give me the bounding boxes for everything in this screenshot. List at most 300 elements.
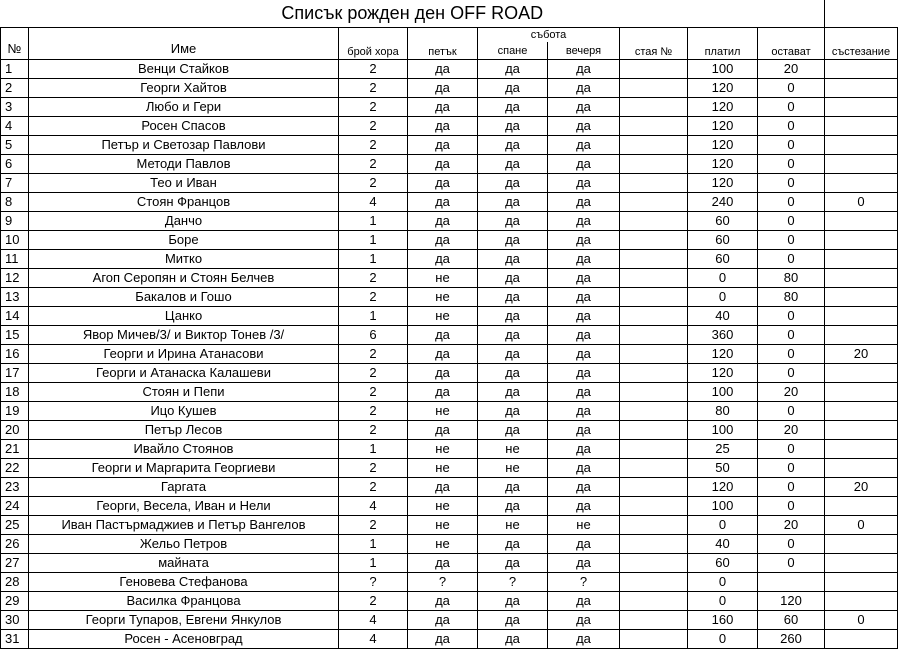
- friday-cell[interactable]: да: [408, 554, 478, 573]
- room-cell[interactable]: [620, 364, 688, 383]
- room-cell[interactable]: [620, 98, 688, 117]
- name-cell[interactable]: Явор Мичев/3/ и Виктор Тонев /3/: [29, 326, 339, 345]
- competition-cell[interactable]: [825, 592, 898, 611]
- name-cell[interactable]: Росен Спасов: [29, 117, 339, 136]
- friday-cell[interactable]: да: [408, 421, 478, 440]
- competition-cell[interactable]: [825, 174, 898, 193]
- people-count-cell[interactable]: 2: [339, 136, 408, 155]
- sleep-cell[interactable]: да: [478, 174, 548, 193]
- remaining-cell[interactable]: 120: [758, 592, 825, 611]
- friday-cell[interactable]: да: [408, 174, 478, 193]
- friday-cell[interactable]: не: [408, 269, 478, 288]
- sleep-cell[interactable]: ?: [478, 573, 548, 592]
- dinner-cell[interactable]: да: [548, 478, 620, 497]
- remaining-cell[interactable]: 0: [758, 497, 825, 516]
- competition-cell[interactable]: [825, 250, 898, 269]
- sleep-cell[interactable]: да: [478, 288, 548, 307]
- name-cell[interactable]: Геновева Стефанова: [29, 573, 339, 592]
- people-count-cell[interactable]: 4: [339, 630, 408, 649]
- room-cell[interactable]: [620, 212, 688, 231]
- friday-cell[interactable]: да: [408, 592, 478, 611]
- remaining-cell[interactable]: [758, 573, 825, 592]
- dinner-cell[interactable]: да: [548, 250, 620, 269]
- remaining-cell[interactable]: 0: [758, 535, 825, 554]
- friday-cell[interactable]: да: [408, 155, 478, 174]
- row-number-cell[interactable]: 28: [1, 573, 29, 592]
- friday-cell[interactable]: да: [408, 60, 478, 79]
- room-cell[interactable]: [620, 516, 688, 535]
- competition-cell[interactable]: [825, 231, 898, 250]
- remaining-cell[interactable]: 0: [758, 440, 825, 459]
- row-number-cell[interactable]: 5: [1, 136, 29, 155]
- name-cell[interactable]: Бакалов и Гошо: [29, 288, 339, 307]
- remaining-cell[interactable]: 0: [758, 250, 825, 269]
- dinner-cell[interactable]: да: [548, 497, 620, 516]
- room-cell[interactable]: [620, 402, 688, 421]
- sleep-cell[interactable]: да: [478, 193, 548, 212]
- competition-cell[interactable]: [825, 288, 898, 307]
- friday-cell[interactable]: да: [408, 231, 478, 250]
- dinner-cell[interactable]: да: [548, 402, 620, 421]
- remaining-cell[interactable]: 260: [758, 630, 825, 649]
- room-cell[interactable]: [620, 288, 688, 307]
- name-cell[interactable]: Митко: [29, 250, 339, 269]
- people-count-cell[interactable]: 2: [339, 345, 408, 364]
- competition-cell[interactable]: 20: [825, 478, 898, 497]
- paid-cell[interactable]: 60: [688, 212, 758, 231]
- competition-cell[interactable]: [825, 573, 898, 592]
- paid-cell[interactable]: 0: [688, 269, 758, 288]
- name-cell[interactable]: Методи Павлов: [29, 155, 339, 174]
- people-count-cell[interactable]: 2: [339, 459, 408, 478]
- friday-cell[interactable]: да: [408, 212, 478, 231]
- paid-cell[interactable]: 160: [688, 611, 758, 630]
- paid-cell[interactable]: 0: [688, 630, 758, 649]
- row-number-cell[interactable]: 7: [1, 174, 29, 193]
- remaining-cell[interactable]: 0: [758, 79, 825, 98]
- room-cell[interactable]: [620, 478, 688, 497]
- name-cell[interactable]: Георги Хайтов: [29, 79, 339, 98]
- room-cell[interactable]: [620, 117, 688, 136]
- row-number-cell[interactable]: 13: [1, 288, 29, 307]
- competition-cell[interactable]: [825, 155, 898, 174]
- dinner-cell[interactable]: да: [548, 231, 620, 250]
- friday-cell[interactable]: да: [408, 345, 478, 364]
- room-cell[interactable]: [620, 174, 688, 193]
- people-count-cell[interactable]: 4: [339, 611, 408, 630]
- paid-cell[interactable]: 0: [688, 288, 758, 307]
- sleep-cell[interactable]: да: [478, 497, 548, 516]
- name-cell[interactable]: Ивайло Стоянов: [29, 440, 339, 459]
- room-cell[interactable]: [620, 307, 688, 326]
- name-cell[interactable]: Данчо: [29, 212, 339, 231]
- competition-cell[interactable]: [825, 459, 898, 478]
- dinner-cell[interactable]: да: [548, 345, 620, 364]
- dinner-cell[interactable]: да: [548, 98, 620, 117]
- friday-cell[interactable]: да: [408, 478, 478, 497]
- sleep-cell[interactable]: не: [478, 459, 548, 478]
- friday-cell[interactable]: да: [408, 611, 478, 630]
- people-count-cell[interactable]: 2: [339, 592, 408, 611]
- people-count-cell[interactable]: 4: [339, 193, 408, 212]
- paid-cell[interactable]: 0: [688, 516, 758, 535]
- dinner-cell[interactable]: да: [548, 611, 620, 630]
- room-cell[interactable]: [620, 592, 688, 611]
- competition-cell[interactable]: 0: [825, 611, 898, 630]
- dinner-cell[interactable]: да: [548, 630, 620, 649]
- dinner-cell[interactable]: да: [548, 421, 620, 440]
- dinner-cell[interactable]: да: [548, 136, 620, 155]
- remaining-cell[interactable]: 20: [758, 516, 825, 535]
- row-number-cell[interactable]: 25: [1, 516, 29, 535]
- dinner-cell[interactable]: да: [548, 79, 620, 98]
- friday-cell[interactable]: не: [408, 497, 478, 516]
- remaining-cell[interactable]: 0: [758, 307, 825, 326]
- sleep-cell[interactable]: да: [478, 307, 548, 326]
- friday-cell[interactable]: да: [408, 250, 478, 269]
- paid-cell[interactable]: 120: [688, 478, 758, 497]
- room-cell[interactable]: [620, 231, 688, 250]
- dinner-cell[interactable]: да: [548, 535, 620, 554]
- sleep-cell[interactable]: да: [478, 383, 548, 402]
- room-cell[interactable]: [620, 554, 688, 573]
- name-cell[interactable]: Иван Пастърмаджиев и Петър Вангелов: [29, 516, 339, 535]
- name-cell[interactable]: майната: [29, 554, 339, 573]
- dinner-cell[interactable]: да: [548, 174, 620, 193]
- people-count-cell[interactable]: 2: [339, 155, 408, 174]
- people-count-cell[interactable]: 1: [339, 440, 408, 459]
- dinner-cell[interactable]: да: [548, 117, 620, 136]
- name-cell[interactable]: Венци Стайков: [29, 60, 339, 79]
- competition-cell[interactable]: [825, 554, 898, 573]
- friday-cell[interactable]: да: [408, 364, 478, 383]
- paid-cell[interactable]: 80: [688, 402, 758, 421]
- room-cell[interactable]: [620, 630, 688, 649]
- name-cell[interactable]: Боре: [29, 231, 339, 250]
- row-number-cell[interactable]: 19: [1, 402, 29, 421]
- row-number-cell[interactable]: 9: [1, 212, 29, 231]
- sleep-cell[interactable]: да: [478, 231, 548, 250]
- row-number-cell[interactable]: 1: [1, 60, 29, 79]
- people-count-cell[interactable]: ?: [339, 573, 408, 592]
- room-cell[interactable]: [620, 155, 688, 174]
- sleep-cell[interactable]: да: [478, 117, 548, 136]
- competition-cell[interactable]: [825, 60, 898, 79]
- competition-cell[interactable]: [825, 421, 898, 440]
- name-cell[interactable]: Росен - Асеновград: [29, 630, 339, 649]
- competition-cell[interactable]: 20: [825, 345, 898, 364]
- remaining-cell[interactable]: 0: [758, 174, 825, 193]
- competition-cell[interactable]: [825, 535, 898, 554]
- paid-cell[interactable]: 120: [688, 136, 758, 155]
- row-number-cell[interactable]: 26: [1, 535, 29, 554]
- competition-cell[interactable]: [825, 383, 898, 402]
- paid-cell[interactable]: 40: [688, 535, 758, 554]
- sleep-cell[interactable]: да: [478, 60, 548, 79]
- dinner-cell[interactable]: да: [548, 364, 620, 383]
- name-cell[interactable]: Георги и Маргарита Георгиеви: [29, 459, 339, 478]
- dinner-cell[interactable]: да: [548, 269, 620, 288]
- dinner-cell[interactable]: да: [548, 554, 620, 573]
- friday-cell[interactable]: да: [408, 98, 478, 117]
- row-number-cell[interactable]: 15: [1, 326, 29, 345]
- remaining-cell[interactable]: 0: [758, 478, 825, 497]
- competition-cell[interactable]: [825, 630, 898, 649]
- people-count-cell[interactable]: 2: [339, 60, 408, 79]
- room-cell[interactable]: [620, 440, 688, 459]
- remaining-cell[interactable]: 0: [758, 345, 825, 364]
- dinner-cell[interactable]: да: [548, 193, 620, 212]
- paid-cell[interactable]: 100: [688, 60, 758, 79]
- people-count-cell[interactable]: 1: [339, 554, 408, 573]
- paid-cell[interactable]: 120: [688, 174, 758, 193]
- row-number-cell[interactable]: 12: [1, 269, 29, 288]
- sleep-cell[interactable]: да: [478, 630, 548, 649]
- competition-cell[interactable]: [825, 307, 898, 326]
- name-cell[interactable]: Стоян и Пепи: [29, 383, 339, 402]
- dinner-cell[interactable]: да: [548, 592, 620, 611]
- row-number-cell[interactable]: 18: [1, 383, 29, 402]
- people-count-cell[interactable]: 2: [339, 364, 408, 383]
- room-cell[interactable]: [620, 383, 688, 402]
- paid-cell[interactable]: 25: [688, 440, 758, 459]
- people-count-cell[interactable]: 1: [339, 231, 408, 250]
- people-count-cell[interactable]: 2: [339, 79, 408, 98]
- friday-cell[interactable]: не: [408, 288, 478, 307]
- competition-cell[interactable]: [825, 212, 898, 231]
- people-count-cell[interactable]: 1: [339, 535, 408, 554]
- row-number-cell[interactable]: 27: [1, 554, 29, 573]
- dinner-cell[interactable]: да: [548, 307, 620, 326]
- remaining-cell[interactable]: 0: [758, 402, 825, 421]
- remaining-cell[interactable]: 0: [758, 554, 825, 573]
- room-cell[interactable]: [620, 79, 688, 98]
- competition-cell[interactable]: 0: [825, 193, 898, 212]
- friday-cell[interactable]: да: [408, 79, 478, 98]
- remaining-cell[interactable]: 20: [758, 421, 825, 440]
- people-count-cell[interactable]: 6: [339, 326, 408, 345]
- sleep-cell[interactable]: да: [478, 535, 548, 554]
- friday-cell[interactable]: не: [408, 516, 478, 535]
- sleep-cell[interactable]: да: [478, 79, 548, 98]
- dinner-cell[interactable]: да: [548, 326, 620, 345]
- name-cell[interactable]: Тео и Иван: [29, 174, 339, 193]
- remaining-cell[interactable]: 0: [758, 136, 825, 155]
- room-cell[interactable]: [620, 459, 688, 478]
- remaining-cell[interactable]: 20: [758, 60, 825, 79]
- name-cell[interactable]: Жельо Петров: [29, 535, 339, 554]
- friday-cell[interactable]: да: [408, 630, 478, 649]
- row-number-cell[interactable]: 4: [1, 117, 29, 136]
- paid-cell[interactable]: 120: [688, 117, 758, 136]
- row-number-cell[interactable]: 30: [1, 611, 29, 630]
- room-cell[interactable]: [620, 497, 688, 516]
- name-cell[interactable]: Стоян Францов: [29, 193, 339, 212]
- row-number-cell[interactable]: 11: [1, 250, 29, 269]
- sleep-cell[interactable]: да: [478, 345, 548, 364]
- name-cell[interactable]: Цанко: [29, 307, 339, 326]
- row-number-cell[interactable]: 21: [1, 440, 29, 459]
- dinner-cell[interactable]: ?: [548, 573, 620, 592]
- sleep-cell[interactable]: да: [478, 364, 548, 383]
- paid-cell[interactable]: 100: [688, 383, 758, 402]
- people-count-cell[interactable]: 4: [339, 497, 408, 516]
- name-cell[interactable]: Георги и Ирина Атанасови: [29, 345, 339, 364]
- competition-cell[interactable]: [825, 497, 898, 516]
- room-cell[interactable]: [620, 535, 688, 554]
- sleep-cell[interactable]: не: [478, 440, 548, 459]
- friday-cell[interactable]: не: [408, 440, 478, 459]
- paid-cell[interactable]: 0: [688, 573, 758, 592]
- row-number-cell[interactable]: 14: [1, 307, 29, 326]
- row-number-cell[interactable]: 23: [1, 478, 29, 497]
- dinner-cell[interactable]: не: [548, 516, 620, 535]
- paid-cell[interactable]: 40: [688, 307, 758, 326]
- remaining-cell[interactable]: 0: [758, 364, 825, 383]
- friday-cell[interactable]: не: [408, 535, 478, 554]
- row-number-cell[interactable]: 10: [1, 231, 29, 250]
- room-cell[interactable]: [620, 60, 688, 79]
- row-number-cell[interactable]: 6: [1, 155, 29, 174]
- remaining-cell[interactable]: 0: [758, 193, 825, 212]
- paid-cell[interactable]: 240: [688, 193, 758, 212]
- dinner-cell[interactable]: да: [548, 459, 620, 478]
- sleep-cell[interactable]: да: [478, 98, 548, 117]
- dinner-cell[interactable]: да: [548, 288, 620, 307]
- people-count-cell[interactable]: 2: [339, 478, 408, 497]
- row-number-cell[interactable]: 29: [1, 592, 29, 611]
- room-cell[interactable]: [620, 193, 688, 212]
- paid-cell[interactable]: 120: [688, 345, 758, 364]
- paid-cell[interactable]: 100: [688, 497, 758, 516]
- sleep-cell[interactable]: да: [478, 155, 548, 174]
- room-cell[interactable]: [620, 250, 688, 269]
- room-cell[interactable]: [620, 421, 688, 440]
- remaining-cell[interactable]: 0: [758, 212, 825, 231]
- name-cell[interactable]: Любо и Гери: [29, 98, 339, 117]
- competition-cell[interactable]: [825, 136, 898, 155]
- competition-cell[interactable]: [825, 269, 898, 288]
- remaining-cell[interactable]: 20: [758, 383, 825, 402]
- paid-cell[interactable]: 0: [688, 592, 758, 611]
- remaining-cell[interactable]: 0: [758, 231, 825, 250]
- dinner-cell[interactable]: да: [548, 212, 620, 231]
- name-cell[interactable]: Петър Лесов: [29, 421, 339, 440]
- people-count-cell[interactable]: 2: [339, 98, 408, 117]
- sleep-cell[interactable]: не: [478, 516, 548, 535]
- sleep-cell[interactable]: да: [478, 136, 548, 155]
- paid-cell[interactable]: 100: [688, 421, 758, 440]
- people-count-cell[interactable]: 2: [339, 402, 408, 421]
- people-count-cell[interactable]: 2: [339, 117, 408, 136]
- people-count-cell[interactable]: 2: [339, 269, 408, 288]
- competition-cell[interactable]: [825, 402, 898, 421]
- name-cell[interactable]: Ицо Кушев: [29, 402, 339, 421]
- friday-cell[interactable]: не: [408, 459, 478, 478]
- sleep-cell[interactable]: да: [478, 592, 548, 611]
- competition-cell[interactable]: [825, 79, 898, 98]
- people-count-cell[interactable]: 2: [339, 383, 408, 402]
- dinner-cell[interactable]: да: [548, 155, 620, 174]
- row-number-cell[interactable]: 16: [1, 345, 29, 364]
- people-count-cell[interactable]: 2: [339, 174, 408, 193]
- people-count-cell[interactable]: 1: [339, 250, 408, 269]
- sleep-cell[interactable]: да: [478, 402, 548, 421]
- paid-cell[interactable]: 60: [688, 250, 758, 269]
- remaining-cell[interactable]: 80: [758, 269, 825, 288]
- sleep-cell[interactable]: да: [478, 326, 548, 345]
- competition-cell[interactable]: [825, 364, 898, 383]
- remaining-cell[interactable]: 80: [758, 288, 825, 307]
- row-number-cell[interactable]: 31: [1, 630, 29, 649]
- paid-cell[interactable]: 120: [688, 155, 758, 174]
- row-number-cell[interactable]: 20: [1, 421, 29, 440]
- row-number-cell[interactable]: 24: [1, 497, 29, 516]
- dinner-cell[interactable]: да: [548, 440, 620, 459]
- paid-cell[interactable]: 60: [688, 231, 758, 250]
- competition-cell[interactable]: 0: [825, 516, 898, 535]
- competition-cell[interactable]: [825, 117, 898, 136]
- remaining-cell[interactable]: 0: [758, 98, 825, 117]
- row-number-cell[interactable]: 22: [1, 459, 29, 478]
- paid-cell[interactable]: 60: [688, 554, 758, 573]
- competition-cell[interactable]: [825, 326, 898, 345]
- name-cell[interactable]: Георги и Атанаска Калашеви: [29, 364, 339, 383]
- dinner-cell[interactable]: да: [548, 60, 620, 79]
- room-cell[interactable]: [620, 345, 688, 364]
- room-cell[interactable]: [620, 136, 688, 155]
- sleep-cell[interactable]: да: [478, 554, 548, 573]
- sleep-cell[interactable]: да: [478, 611, 548, 630]
- paid-cell[interactable]: 120: [688, 79, 758, 98]
- room-cell[interactable]: [620, 573, 688, 592]
- sleep-cell[interactable]: да: [478, 421, 548, 440]
- people-count-cell[interactable]: 2: [339, 288, 408, 307]
- friday-cell[interactable]: не: [408, 402, 478, 421]
- remaining-cell[interactable]: 60: [758, 611, 825, 630]
- people-count-cell[interactable]: 1: [339, 307, 408, 326]
- sleep-cell[interactable]: да: [478, 250, 548, 269]
- friday-cell[interactable]: да: [408, 193, 478, 212]
- friday-cell[interactable]: не: [408, 307, 478, 326]
- name-cell[interactable]: Василка Францова: [29, 592, 339, 611]
- remaining-cell[interactable]: 0: [758, 117, 825, 136]
- paid-cell[interactable]: 120: [688, 364, 758, 383]
- row-number-cell[interactable]: 3: [1, 98, 29, 117]
- people-count-cell[interactable]: 1: [339, 212, 408, 231]
- room-cell[interactable]: [620, 326, 688, 345]
- friday-cell[interactable]: да: [408, 117, 478, 136]
- sleep-cell[interactable]: да: [478, 269, 548, 288]
- row-number-cell[interactable]: 2: [1, 79, 29, 98]
- paid-cell[interactable]: 50: [688, 459, 758, 478]
- name-cell[interactable]: Агоп Серопян и Стоян Белчев: [29, 269, 339, 288]
- name-cell[interactable]: Георги Тупаров, Евгени Янкулов: [29, 611, 339, 630]
- remaining-cell[interactable]: 0: [758, 155, 825, 174]
- remaining-cell[interactable]: 0: [758, 326, 825, 345]
- room-cell[interactable]: [620, 611, 688, 630]
- competition-cell[interactable]: [825, 440, 898, 459]
- paid-cell[interactable]: 360: [688, 326, 758, 345]
- remaining-cell[interactable]: 0: [758, 459, 825, 478]
- friday-cell[interactable]: да: [408, 136, 478, 155]
- row-number-cell[interactable]: 17: [1, 364, 29, 383]
- friday-cell[interactable]: да: [408, 326, 478, 345]
- people-count-cell[interactable]: 2: [339, 516, 408, 535]
- sleep-cell[interactable]: да: [478, 212, 548, 231]
- paid-cell[interactable]: 120: [688, 98, 758, 117]
- name-cell[interactable]: Петър и Светозар Павлови: [29, 136, 339, 155]
